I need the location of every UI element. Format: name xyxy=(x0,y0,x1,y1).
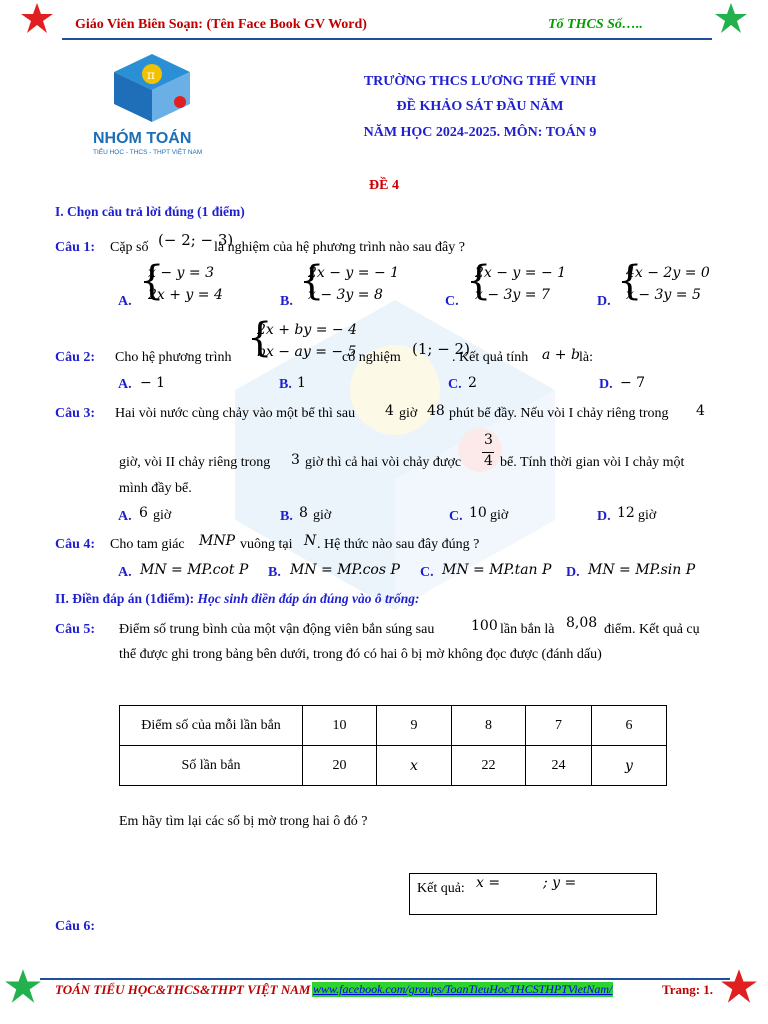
question-4-t1: Cho tam giác xyxy=(110,537,185,552)
question-3-t5: giờ thì cả hai vòi chảy được xyxy=(305,455,462,470)
footer-divider xyxy=(40,978,730,980)
question-3-t2: giờ xyxy=(399,406,418,421)
q2-option-c-value: 2 xyxy=(468,375,477,391)
question-1-pair: (− 2; − 3) xyxy=(158,231,234,249)
table-header-cell: Điểm số của mỗi lần bắn xyxy=(120,706,303,746)
q1-option-d-letter[interactable]: D. xyxy=(597,294,611,309)
table-cell: 10 xyxy=(303,706,377,746)
header-author: Giáo Viên Biên Soạn: (Tên Face Book GV Word) xyxy=(75,17,367,32)
nhom-toan-logo-icon xyxy=(95,52,210,130)
q1-option-c-eq1: 2x − y = − 1 xyxy=(475,265,567,281)
q1-option-b-eq2: x − 3y = 8 xyxy=(308,287,383,303)
question-3-t3: phút bể đầy. Nếu vòi I chảy riêng trong xyxy=(449,406,669,421)
footer-facebook-link[interactable]: www.facebook.com/groups/ToanTieuHocTHCSTHPTVietNam/ xyxy=(313,982,613,996)
q3-option-b-unit: giờ xyxy=(313,508,332,523)
q1-option-b-brace: { xyxy=(299,258,325,304)
footer-page-number: Trang: 1. xyxy=(662,982,714,997)
question-4-label: Câu 4: xyxy=(55,537,96,552)
section-2-note: Học sinh điền đáp án đúng vào ô trống: xyxy=(197,591,420,606)
q4-option-c-expr: MN = MP.tan P xyxy=(442,562,552,578)
q2-option-d-value: − 7 xyxy=(620,375,646,391)
question-2-post1: . Kết quả tính xyxy=(452,350,529,365)
q2-option-b-value: 1 xyxy=(297,375,306,391)
q2-option-a-value: − 1 xyxy=(140,375,166,391)
q3-option-a-letter[interactable]: A. xyxy=(118,509,132,524)
question-1-pre: Cặp số xyxy=(110,240,149,255)
question-2-mid: có nghiệm xyxy=(342,350,401,365)
table-cell: 6 xyxy=(592,706,667,746)
question-2-pre: Cho hệ phương trình xyxy=(115,350,232,365)
question-5-label: Câu 5: xyxy=(55,622,96,637)
question-6-label: Câu 6: xyxy=(55,919,96,934)
question-1-label: Câu 1: xyxy=(55,240,96,255)
question-3-n1: 4 xyxy=(385,403,394,419)
question-3-n4: 3 xyxy=(291,452,300,468)
q1-option-a-brace: { xyxy=(139,258,165,304)
q4-option-b-expr: MN = MP.cos P xyxy=(290,562,400,578)
question-2-label: Câu 2: xyxy=(55,350,96,365)
q2-option-a-letter[interactable]: A. xyxy=(118,377,132,392)
q1-option-d-brace: { xyxy=(617,258,643,304)
question-3-n2: 48 xyxy=(427,403,445,419)
q4-option-d-letter[interactable]: D. xyxy=(566,565,580,580)
q2-option-c-letter[interactable]: C. xyxy=(448,377,462,392)
score-table xyxy=(119,705,667,786)
q4-option-b-letter[interactable]: B. xyxy=(268,565,281,580)
q3-option-b-letter[interactable]: B. xyxy=(280,509,293,524)
section-2-title xyxy=(55,591,420,607)
table-cell: 24 xyxy=(526,746,592,786)
question-3-t4: giờ, vòi II chảy riêng trong xyxy=(119,455,271,470)
question-1-text: là nghiệm của hệ phương trình nào sau đây ? xyxy=(214,240,465,255)
q1-option-b-eq1: 2x − y = − 1 xyxy=(308,265,400,281)
section-2-heading: II. Điền đáp án (1điểm): xyxy=(55,591,195,606)
q3-option-c-unit: giờ xyxy=(490,508,509,523)
question-5-n1: 100 xyxy=(471,618,498,634)
red-star-icon xyxy=(720,968,758,1004)
q1-option-a-letter[interactable]: A. xyxy=(118,294,132,309)
green-star-icon xyxy=(4,968,42,1004)
question-3-t6: bể. Tính thời gian vòi I chảy một xyxy=(500,455,685,470)
q4-option-d-expr: MN = MP.sin P xyxy=(588,562,696,578)
logo-title: NHÓM TOÁN xyxy=(93,130,192,147)
table-row xyxy=(120,746,667,786)
table-cell: 8 xyxy=(452,706,526,746)
q3-option-a-unit: giờ xyxy=(153,508,172,523)
result-box[interactable] xyxy=(409,873,657,915)
question-5-t2: lần bắn là xyxy=(500,622,555,637)
question-3-n3: 4 xyxy=(696,403,705,419)
question-5-t1: Điểm số trung bình của một vận động viên bắn súng sau xyxy=(119,622,435,637)
red-star-icon xyxy=(20,2,54,34)
question-2-pair: (1; − 2) xyxy=(412,340,470,358)
table-row xyxy=(120,706,667,746)
question-5-t3: điểm. Kết quả cụ xyxy=(604,622,700,637)
q1-option-d-eq2: x − 3y = 5 xyxy=(626,287,701,303)
q3-option-d-letter[interactable]: D. xyxy=(597,509,611,524)
q1-option-c-letter[interactable]: C. xyxy=(445,294,459,309)
q1-option-a-eq2: 2x + y = 4 xyxy=(148,287,223,303)
q1-option-d-eq1: 4x − 2y = 0 xyxy=(626,265,710,281)
q2-system-brace: { xyxy=(247,315,273,361)
question-3-frac-den: 4 xyxy=(484,453,493,469)
question-5-n2: 8,08 xyxy=(566,615,598,631)
q4-option-a-expr: MN = MP.cot P xyxy=(140,562,249,578)
question-3-t1: Hai vòi nước cùng chảy vào một bể thì sau xyxy=(115,406,356,421)
q3-option-c-value: 10 xyxy=(469,505,487,521)
q4-option-a-letter[interactable]: A. xyxy=(118,565,132,580)
table-cell: 9 xyxy=(377,706,452,746)
question-3-t7: mình đầy bể. xyxy=(119,481,192,496)
q3-option-d-unit: giờ xyxy=(638,508,657,523)
table-cell-blurred-y: y xyxy=(592,746,667,786)
table-cell: 20 xyxy=(303,746,377,786)
table-cell: 22 xyxy=(452,746,526,786)
question-4-t3: . Hệ thức nào sau đây đúng ? xyxy=(317,537,480,552)
svg-text:π: π xyxy=(147,68,155,82)
exam-code: ĐỀ 4 xyxy=(369,178,399,193)
question-2-post2: là: xyxy=(579,350,593,365)
question-4-vertex: N xyxy=(304,533,317,549)
table-cell: 7 xyxy=(526,706,592,746)
footer-group-name: TOÁN TIỂU HỌC&THCS&THPT VIỆT NAM xyxy=(55,982,311,997)
exam-title: ĐỀ KHẢO SÁT ĐẦU NĂM xyxy=(396,99,564,114)
question-5-ask: Em hãy tìm lại các số bị mờ trong hai ô đó ? xyxy=(119,814,368,829)
q4-option-c-letter[interactable]: C. xyxy=(420,565,434,580)
table-cell-blurred-x: x xyxy=(377,746,452,786)
q3-option-b-value: 8 xyxy=(299,505,308,521)
q2-option-d-letter[interactable]: D. xyxy=(599,377,613,392)
table-header-cell: Số lần bắn xyxy=(120,746,303,786)
question-4-t2: vuông tại xyxy=(240,537,293,552)
q2-eq1: 2x + by = − 4 xyxy=(257,322,358,338)
green-star-icon xyxy=(714,2,748,34)
q1-option-a-eq1: x − y = 3 xyxy=(148,265,214,281)
q3-option-c-letter[interactable]: C. xyxy=(449,509,463,524)
q2-option-b-letter[interactable]: B. xyxy=(279,377,292,392)
q3-option-a-value: 6 xyxy=(139,505,148,521)
school-name: TRƯỜNG THCS LƯƠNG THẾ VINH xyxy=(363,74,597,89)
q3-option-d-value: 12 xyxy=(617,505,635,521)
result-x: x = xyxy=(476,875,501,891)
q1-option-c-eq2: x − 3y = 7 xyxy=(475,287,550,303)
section-1-title: I. Chọn câu trả lời đúng (1 điểm) xyxy=(55,204,245,219)
q1-option-b-letter[interactable]: B. xyxy=(280,294,293,309)
question-2-expr: a + b xyxy=(542,347,580,363)
result-y: ; y = xyxy=(543,875,577,891)
school-year-subject: NĂM HỌC 2024-2025. MÔN: TOÁN 9 xyxy=(363,125,597,140)
q2-eq2: bx − ay = − 5 xyxy=(257,344,357,360)
result-label: Kết quả: xyxy=(417,881,465,896)
q1-option-c-brace: { xyxy=(466,258,492,304)
logo-subtitle: TIỂU HỌC - THCS - THPT VIỆT NAM xyxy=(93,149,203,156)
question-4-triangle: MNP xyxy=(199,533,236,549)
question-3-frac-num: 3 xyxy=(484,432,493,448)
header-divider xyxy=(62,38,712,40)
question-3-label: Câu 3: xyxy=(55,406,96,421)
question-5-t4: thể được ghi trong bảng bên dưới, trong đó có hai ô bị mờ không đọc được (đánh dấu) xyxy=(119,647,602,662)
header-group: Tổ THCS Số….. xyxy=(548,17,643,32)
